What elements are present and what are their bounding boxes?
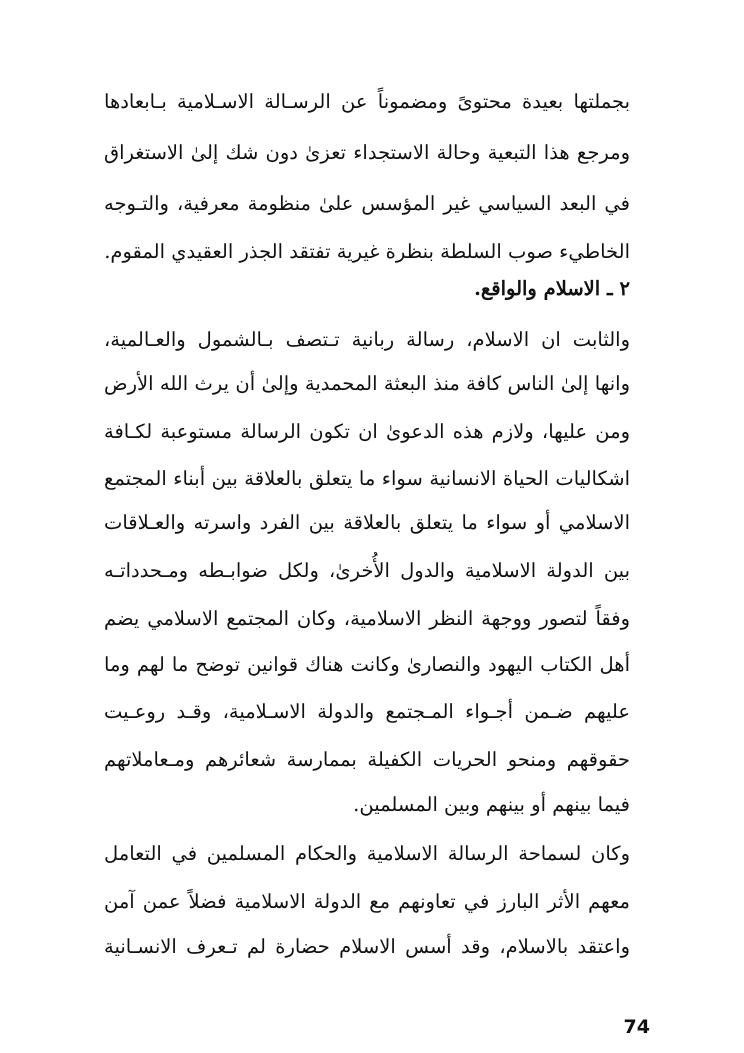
text-line-1: بجملتها بعيدة محتوىً ومضموناً عن الرسـالة الاسـلامية بـابعادها bbox=[104, 90, 630, 113]
text-line-10: الاسلامي أو سواء ما يتعلق بالعلاقة بين الفرد واسرته والعـلاقات bbox=[104, 511, 630, 534]
text-line-4: الخاطيء صوب السلطة بنظرة غيرية تفتقد الجذر العقيدي المقوم. bbox=[104, 240, 630, 263]
text-line-18: معهم الأثر البارز في تعاونهم مع الدولة الاسلامية فضلاً عمن آمن bbox=[104, 890, 630, 913]
text-line-15: حقوقهم ومنحو الحريات الكفيلة بممارسة شعائرهم ومـعاملاتهم bbox=[104, 748, 630, 771]
text-line-6: والثابت ان الاسلام، رسالة ربانية تـتصف بـالشمول والعـالمية، bbox=[104, 328, 630, 351]
text-line-9: اشكاليات الحياة الانسانية سواء ما يتعلق بالعلاقة بين أبناء المجتمع bbox=[104, 467, 630, 490]
text-line-16: فيما بينهم أو بينهم وبين المسلمين. bbox=[353, 793, 630, 816]
text-line-13: أهل الكتاب اليهود والنصارىٰ وكانت هناك قوانين توضح ما لهم وما bbox=[104, 653, 630, 676]
text-line-17: وكان لسماحة الرسالة الاسلامية والحكام المسلمين في التعامل bbox=[104, 842, 630, 865]
text-line-14: عليهم ضـمن أجـواء المـجتمع والدولة الاسـلامية، وقـد روعـيت bbox=[104, 700, 630, 723]
text-line-3: في البعد السياسي غير المؤسس علىٰ منظومة معرفية، والتـوجه bbox=[104, 192, 630, 215]
text-line-19: واعتقد بالاسلام، وقد أسس الاسلام حضارة لم تـعرف الانسـانية bbox=[104, 935, 630, 958]
text-line-12: وفقاً لتصور ووجهة النظر الاسلامية، وكان المجتمع الاسلامي يضم bbox=[104, 607, 630, 630]
section-heading: ٢ ـ الاسلام والواقع. bbox=[474, 277, 630, 300]
text-line-7: وانها إلىٰ الناس كافة منذ البعثة المحمدية وإلىٰ أن يرث الله الأرض bbox=[104, 372, 630, 395]
text-line-8: ومن عليها، ولازم هذه الدعوىٰ ان تكون الرسالة مستوعبة لكـافة bbox=[104, 420, 630, 443]
text-line-11: بين الدولة الاسلامية والدول الأُخرىٰ، ولكل ضوابـطه ومـحدداتـه bbox=[104, 559, 630, 582]
page-number: 74 bbox=[623, 1016, 650, 1038]
text-line-2: ومرجع هذا التبعية وحالة الاستجداء تعزىٰ دون شك إلىٰ الاستغراق bbox=[104, 141, 630, 164]
